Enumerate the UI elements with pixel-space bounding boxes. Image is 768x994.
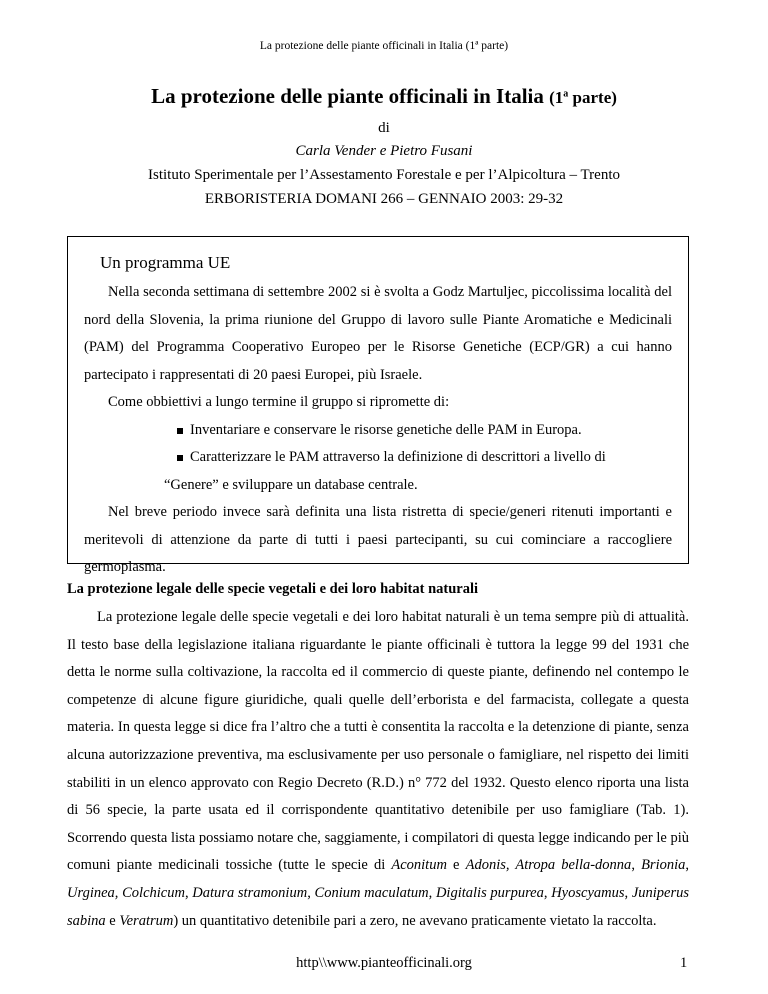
list-item: Caratterizzare le PAM attraverso la definizione di descrittori a livello di (84, 444, 672, 472)
bullet-square-icon (177, 428, 183, 434)
box-paragraph-2: Come obbiettivi a lungo termine il gruppo si ripromette di: (108, 394, 450, 410)
box-paragraph-1: Nella seconda settimana di settembre 2002 si è svolta a Godz Martuljec, piccolissima località del nord della Slovenia, la prima riunione del Gruppo di lavoro sulle Piante Aromatiche e Medicinali (PAM) del Programma Cooperativo Europeo per le Risorse Genetiche (ECP/GR) a cui hanno partecipato i rappresentati di 20 paesi Europei, più Israele. (84, 284, 672, 383)
box-heading: Un programma UE (100, 253, 231, 272)
objectives-list (84, 417, 672, 472)
running-header: La protezione delle piante officinali in Italia (1ª parte) (259, 40, 509, 52)
page-number: 1 (680, 955, 688, 971)
title-main: La protezione delle piante officinali in Italia (151, 84, 544, 108)
section-paragraph: La protezione legale delle specie vegetali e dei loro habitat naturali è un tema sempre più di attualità. Il testo base della legislazione italiana riguardante le piante officinali è tuttora la legge 99 del 1931 che detta le norme sulla coltivazione, la raccolta ed il commercio di queste piante, definendo nel contempo le competenze di alcune figure giuridiche, quali quelle dell’erborista e del farmacista, collegate a questa materia. In questa legge si dice fra l’altro che a tutti è consentita la raccolta e la detenzione di piante, senza alcuna autorizzazione preventiva, ma esclusivamente per uso personale o famigliare, nel rispetto dei limiti stabiliti in un elenco approvato con Regio Decreto (R.D.) n° 772 del 1932. Questo elenco riporta una lista di 56 specie, la parte usata ed il corrispondente quantitativo detenibile per uso famigliare (Tab. 1). Scorrendo questa lista possiamo notare che, saggiamente, i compilatori di questa legge indicando per le più comuni piante medicinali tossiche (tutte le specie di Aconitum e Adonis, Atropa bella-donna, Brionia, Urginea, Colchicum, Datura stramonium, Conium maculatum, Digitalis purpurea, Hyoscyamus, Juniperus sabina e Veratrum) un quantitativo detenibile pari a zero, ne avevano praticamente vietato la raccolta. (67, 609, 690, 929)
institute: Istituto Sperimentale per l’Assestamento Forestale e per l’Alpicoltura – Trento (148, 167, 620, 183)
title-part: (1$^a$ parte) (549, 88, 617, 107)
page-title (0, 84, 768, 109)
bullet-square-icon (177, 455, 183, 461)
legal-protection-section (67, 578, 689, 935)
byline-di: di (378, 120, 390, 136)
box-paragraph-3: Nel breve periodo invece sarà definita una lista ristretta di specie/generi ritenuti importanti e meritevoli di attenzione da parte di tutti i paesi partecipanti, su cui cominciare a raccogliere germoplasma. (84, 504, 672, 575)
source-citation: ERBORISTERIA DOMANI 266 – GENNAIO 2003: 29-32 (204, 191, 564, 207)
bullet-continuation: “Genere” e sviluppare un database centrale. (164, 476, 418, 493)
section-heading: La protezione legale delle specie vegetali e dei loro habitat naturali (67, 581, 479, 597)
authors: Carla Vender e Pietro Fusani (295, 143, 473, 159)
info-box (67, 236, 689, 575)
footer-url: http\\www.pianteofficinali.org (296, 955, 472, 971)
list-item: Inventariare e conservare le risorse genetiche delle PAM in Europa. (84, 417, 672, 445)
